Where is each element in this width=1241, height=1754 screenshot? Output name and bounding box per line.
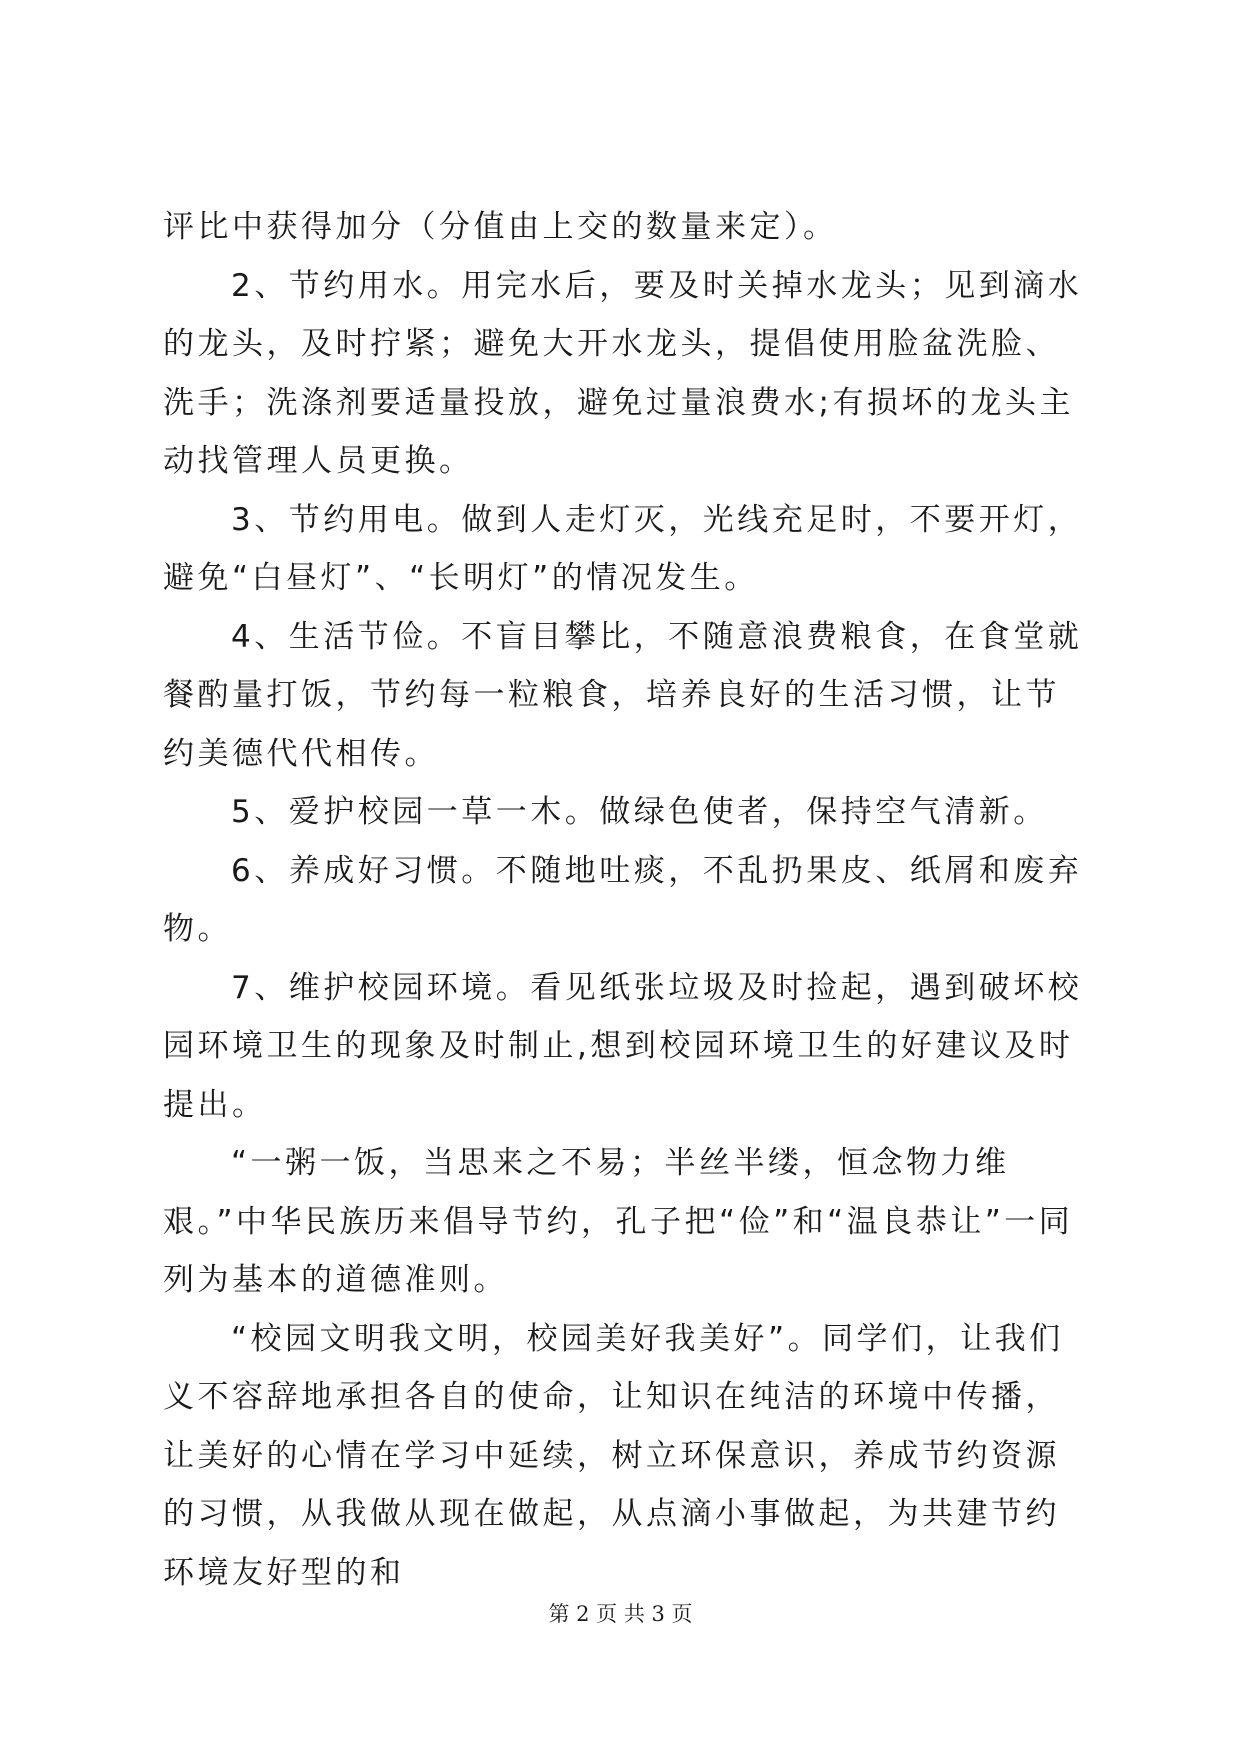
document-body bbox=[163, 198, 1083, 1602]
paragraph-good-habits: 6、养成好习惯。不随地吐痰，不乱扔果皮、纸屑和废弃物。 bbox=[163, 852, 1083, 947]
paragraph-save-electricity: 3、节约用电。做到人走灯灭，光线充足时，不要开灯，避免“白昼灯”、“长明灯”的情况发生。 bbox=[163, 501, 1083, 596]
paragraph-protect-greenery: 5、爱护校园一草一木。做绿色使者，保持空气清新。 bbox=[231, 794, 1048, 830]
paragraph-quote: “一粥一饭，当思来之不易；半丝半缕，恒念物力维艰。”中华民族历来倡导节约，孔子把“俭”和“温良恭让”一同列为基本的道德准则。 bbox=[163, 1145, 1074, 1298]
paragraph-frugal-living: 4、生活节俭。不盲目攀比，不随意浪费粮食，在食堂就餐酌量打饭，节约每一粒粮食，培养良好的生活习惯，让节约美德代代相传。 bbox=[163, 618, 1083, 772]
paragraph-save-water: 2、节约用水。用完水后，要及时关掉水龙头；见到滴水的龙头，及时拧紧；避免大开水龙头，提倡使用脸盆洗脸、洗手；洗涤剂要适量投放，避免过量浪费水;有损坏的龙头主动找管理人员更换。 bbox=[163, 267, 1083, 479]
paragraph-maintain-environment: 7、维护校园环境。看见纸张垃圾及时捡起，遇到破坏校园环境卫生的现象及时制止,想到校园环境卫生的好建议及时提出。 bbox=[163, 969, 1083, 1123]
paragraph-continuation: 评比中获得加分（分值由上交的数量来定）。 bbox=[163, 209, 838, 245]
paragraph-closing: “校园文明我文明，校园美好我美好”。同学们，让我们义不容辞地承担各自的使命，让知识在纯洁的环境中传播，让美好的心情在学习中延续，树立环保意识，养成节约资源的习惯，从我做从现在做起，从点滴小事做起，为共建节约环境友好型的和 bbox=[163, 1320, 1064, 1591]
page-number-footer: 第 2 页 共 3 页 bbox=[548, 1602, 693, 1626]
